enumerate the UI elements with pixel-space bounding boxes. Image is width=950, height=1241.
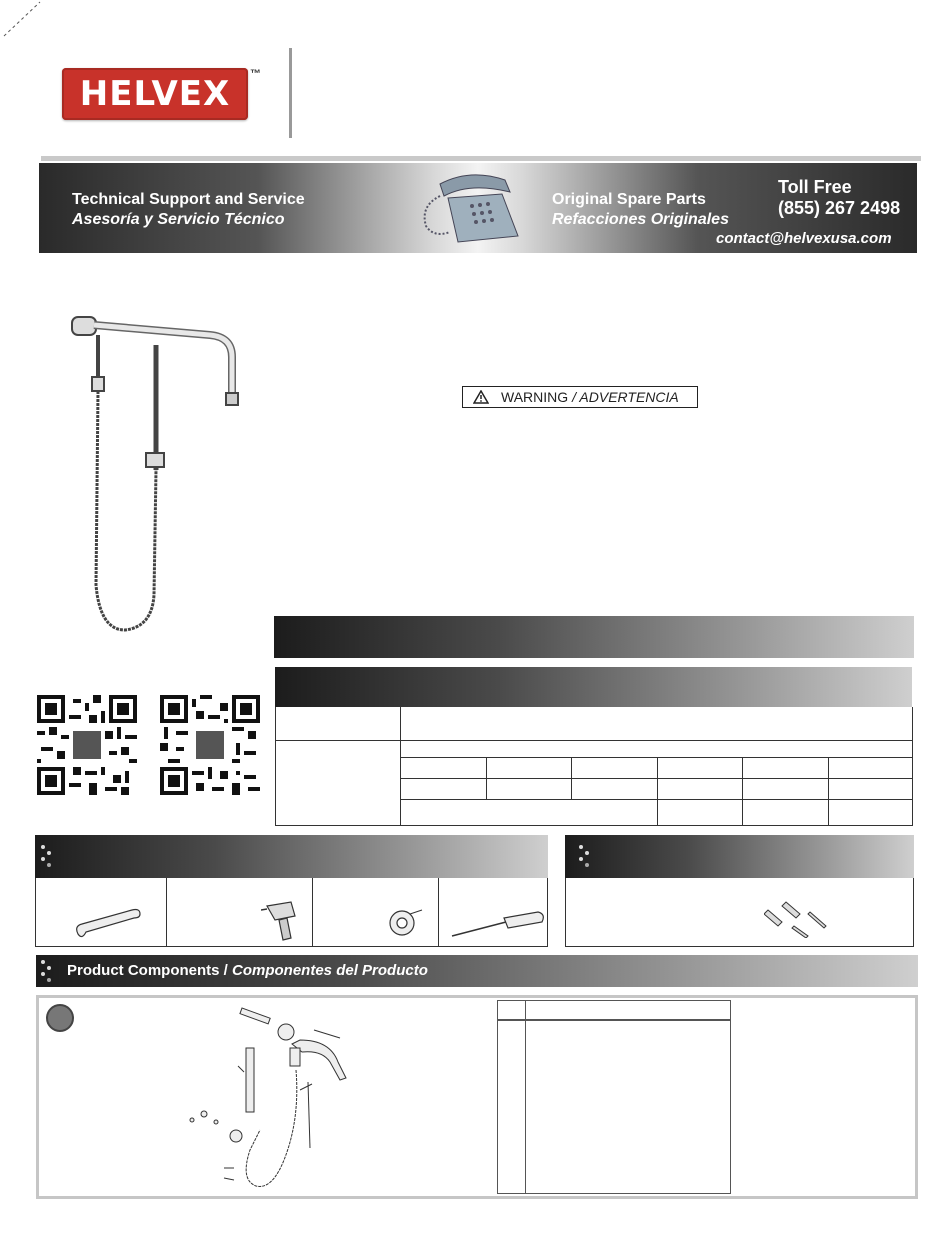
- section-dots-icon: [39, 958, 55, 984]
- teflon-tape-icon: [388, 908, 424, 938]
- table-divider: [571, 758, 572, 799]
- spare-parts-es: Refacciones Originales: [552, 211, 729, 228]
- product-components-title-es: Componentes del Producto: [232, 962, 428, 979]
- table-divider: [742, 758, 743, 826]
- header-divider: [289, 48, 292, 138]
- tools-header-bar: [35, 835, 548, 878]
- parts-list-table: [497, 1000, 731, 1194]
- table-divider: [276, 740, 913, 741]
- telephone-icon: [410, 166, 530, 246]
- parts-table-column-line: [525, 1000, 526, 1194]
- toll-free-number[interactable]: (855) 267 2498: [778, 198, 901, 218]
- table-divider: [828, 758, 829, 826]
- qr-code-1[interactable]: [37, 695, 137, 795]
- anchors-screws-icon: [764, 896, 834, 938]
- table-divider: [486, 758, 487, 799]
- accessories-box: [565, 878, 914, 947]
- logo-text: HELVEX: [79, 74, 231, 114]
- toll-free-label: Toll Free: [778, 177, 852, 197]
- accessories-header-bar: [565, 835, 914, 878]
- contact-email[interactable]: contact@helvexusa.com: [716, 230, 892, 247]
- warning-box: [462, 386, 698, 408]
- parts-table-header-line: [497, 1019, 731, 1021]
- product-components-title: [67, 962, 428, 979]
- section-dots-icon: [39, 843, 55, 869]
- technical-support-es: Asesoría y Servicio Técnico: [72, 211, 285, 228]
- tools-divider: [166, 878, 167, 946]
- spare-parts-en: Original Spare Parts: [552, 191, 706, 208]
- qr-code-2[interactable]: [160, 695, 260, 795]
- table-divider: [657, 758, 658, 826]
- warning-label-es: / ADVERTENCIA: [572, 389, 679, 405]
- product-components-box: [36, 995, 918, 1199]
- warning-label-en: WARNING: [501, 389, 569, 405]
- screwdriver-icon: [448, 908, 548, 940]
- section-marker-circle: [46, 1004, 74, 1032]
- helvex-logo: [62, 68, 248, 120]
- tools-divider: [438, 878, 439, 946]
- product-components-title-en: Product Components /: [67, 962, 228, 979]
- tools-divider: [312, 878, 313, 946]
- tools-box: [35, 878, 548, 947]
- section-dots-icon: [577, 843, 593, 869]
- trademark-mark: ™: [250, 68, 261, 80]
- top-rule: [41, 156, 921, 161]
- drill-icon: [261, 898, 305, 944]
- specifications-header-bar: [275, 667, 912, 707]
- warning-triangle-icon: [473, 390, 489, 404]
- specifications-table: [275, 707, 913, 826]
- table-divider: [400, 707, 401, 826]
- exploded-view-drawing: [180, 1000, 370, 1195]
- adjustable-wrench-icon: [72, 904, 144, 944]
- section-header-bar: [274, 616, 914, 658]
- shower-column-product-image: [60, 305, 280, 640]
- corner-dash-mark: [0, 0, 44, 40]
- technical-support-en: Technical Support and Service: [72, 191, 305, 208]
